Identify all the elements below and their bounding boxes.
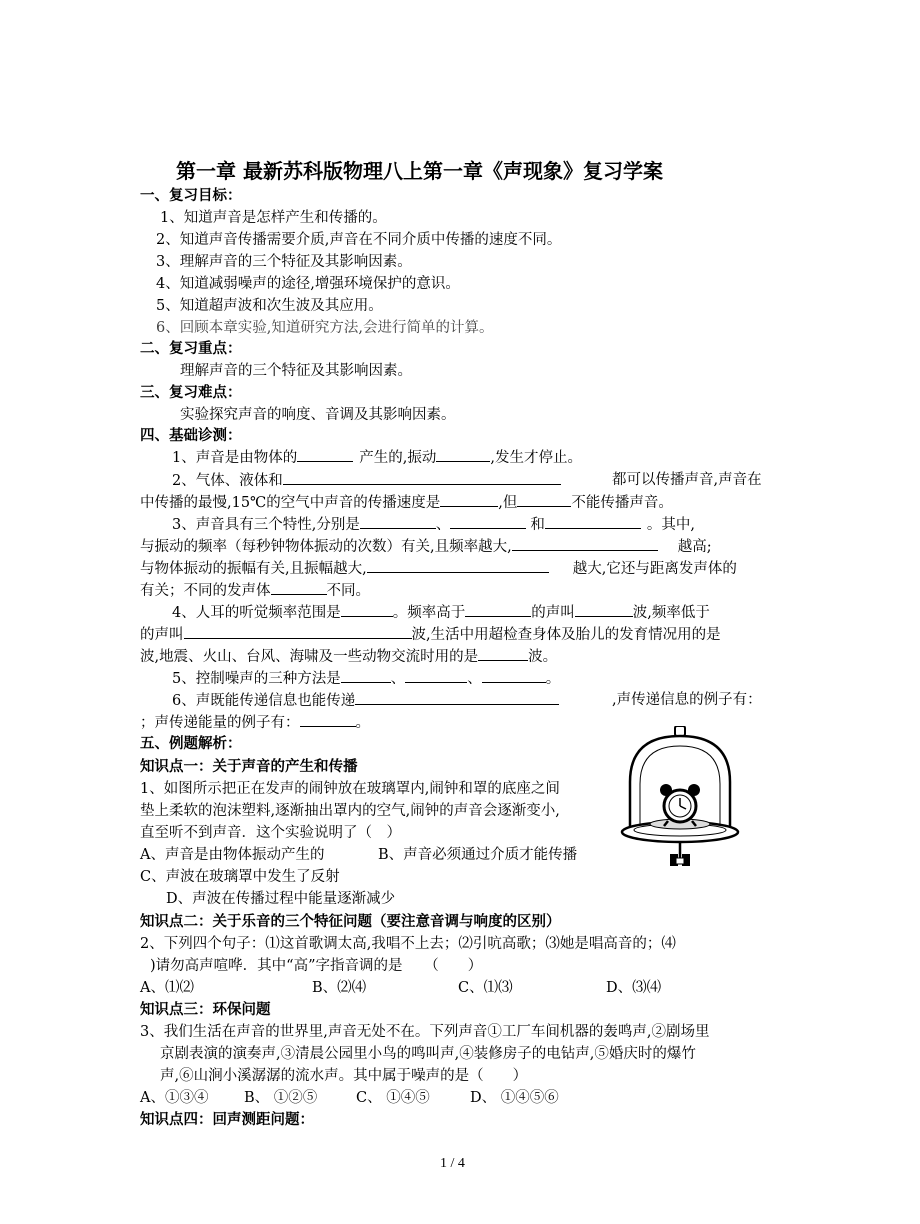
question-6-cont: ；声传递能量的例子有： 。 bbox=[140, 712, 370, 733]
objective-item: 5、知道超声波和次生波及其应用。 bbox=[156, 298, 383, 314]
example-1-line: 直至听不到声音．这个实验说明了（ ） bbox=[140, 825, 401, 841]
answer-blank[interactable] bbox=[360, 514, 436, 529]
example-3-option: D、 ①④⑤⑥ bbox=[470, 1090, 559, 1106]
page-number: 1 / 4 bbox=[440, 1156, 465, 1171]
section-5-heading: 五、例题解析： bbox=[140, 736, 242, 752]
question-3: 3、声音具有三个特性,分别是 、 和 。其中, bbox=[172, 514, 695, 535]
option-b: B、声音必须通过介质才能传播 bbox=[378, 847, 578, 863]
answer-blank[interactable] bbox=[341, 602, 393, 617]
answer-blank[interactable] bbox=[482, 668, 546, 683]
example-3-option: C、 ①④⑤ bbox=[356, 1090, 430, 1106]
example-3-option: B、 ①②⑤ bbox=[244, 1090, 318, 1106]
example-3-line: 京剧表演的演奏声,③清晨公园里小鸟的鸣叫声,④装修房子的电钻声,⑤婚庆时的爆竹 bbox=[160, 1046, 696, 1062]
knowledge-point-2-title: 知识点二：关于乐音的三个特征问题（要注意音调与响度的区别） bbox=[140, 914, 561, 930]
example-3-line: 声,⑥山涧小溪潺潺的流水声。其中属于噪声的是（ ） bbox=[160, 1068, 528, 1084]
example-2-line: 2、下列四个句子：⑴这首歌调太高,我唱不上去；⑵引吭高歌；⑶她是唱高音的；⑷ bbox=[140, 936, 676, 952]
objective-item: 2、知道声音传播需要介质,声音在不同介质中传播的速度不同。 bbox=[156, 232, 562, 248]
section-4-heading: 四、基础诊测： bbox=[140, 428, 242, 444]
answer-blank[interactable] bbox=[575, 602, 633, 617]
question-2: 2、气体、液体和 bbox=[172, 470, 561, 491]
answer-blank[interactable] bbox=[545, 514, 641, 529]
example-2-line: )请勿高声喧哗．其中“高”字指音调的是 （ ） bbox=[150, 958, 483, 974]
objective-item: 4、知道减弱噪声的途径,增强环境保护的意识。 bbox=[156, 276, 460, 292]
question-3-cont: 与物体振动的振幅有关,且振幅越大, 越大,它还与距离发声体的 bbox=[140, 558, 737, 579]
answer-blank[interactable] bbox=[440, 492, 498, 507]
knowledge-point-4-title: 知识点四：回声测距问题： bbox=[140, 1112, 314, 1128]
example-2-option: D、⑶⑷ bbox=[606, 980, 662, 996]
objective-item: 3、理解声音的三个特征及其影响因素。 bbox=[156, 254, 412, 270]
answer-blank[interactable] bbox=[436, 447, 490, 462]
question-3-cont: 与振动的频率（每秒钟物体振动的次数）有关,且频率越大, 越高; bbox=[140, 536, 712, 557]
question-4: 4、人耳的听觉频率范围是 。频率高于 的声叫 波,频率低于 bbox=[172, 602, 710, 623]
question-6-text: ,声传递信息的例子有： bbox=[612, 692, 762, 708]
answer-blank[interactable] bbox=[300, 712, 356, 727]
question-5: 5、控制噪声的三种方法是 、 、 。 bbox=[172, 668, 560, 689]
answer-blank[interactable] bbox=[517, 492, 571, 507]
question-1: 1、声音是由物体的 产生的,振动 ,发生才停止。 bbox=[172, 447, 582, 468]
answer-blank[interactable] bbox=[405, 668, 467, 683]
section-3-heading: 三、复习难点： bbox=[140, 385, 242, 401]
knowledge-point-1-title: 知识点一：关于声音的产生和传播 bbox=[140, 759, 358, 775]
objective-item: 1、知道声音是怎样产生和传播的。 bbox=[160, 210, 387, 226]
question-4-cont: 的声叫 波,生活中用超检查身体及胎儿的发育情况用的是 bbox=[140, 624, 721, 645]
page-title: 第一章 最新苏科版物理八上第一章《声现象》复习学案 bbox=[176, 159, 663, 183]
answer-blank[interactable] bbox=[341, 668, 391, 683]
answer-blank[interactable] bbox=[184, 624, 412, 639]
question-3-cont: 有关；不同的发声体 不同。 bbox=[140, 580, 370, 601]
example-2-option: A、⑴⑵ bbox=[140, 980, 194, 996]
option-d: D、声波在传播过程中能量逐渐减少 bbox=[166, 891, 396, 907]
bell-jar-alarm-clock-illustration bbox=[618, 726, 742, 874]
question-4-cont: 波,地震、火山、台风、海啸及一些动物交流时用的是 波。 bbox=[140, 646, 557, 667]
knowledge-point-3-title: 知识点三：环保问题 bbox=[140, 1002, 271, 1018]
answer-blank[interactable] bbox=[512, 536, 658, 551]
example-1-line: 垫上柔软的泡沫塑料,逐渐抽出罩内的空气,闹钟的声音会逐渐变小, bbox=[140, 803, 560, 819]
question-2-text: 都可以传播声音,声音在 bbox=[612, 472, 762, 488]
example-2-option: B、⑵⑷ bbox=[312, 980, 367, 996]
key-point-text: 理解声音的三个特征及其影响因素。 bbox=[180, 363, 412, 379]
example-1-line: 1、如图所示把正在发声的闹钟放在玻璃罩内,闹钟和罩的底座之间 bbox=[140, 781, 560, 797]
option-a: A、声音是由物体振动产生的 bbox=[140, 847, 325, 863]
difficulty-text: 实验探究声音的响度、音调及其影响因素。 bbox=[180, 407, 456, 423]
objective-item: 6、回顾本章实验,知道研究方法,会进行简单的计算。 bbox=[156, 320, 494, 336]
example-3-option: A、①③④ bbox=[140, 1090, 209, 1106]
answer-blank[interactable] bbox=[297, 447, 353, 462]
answer-blank[interactable] bbox=[367, 558, 549, 573]
answer-blank[interactable] bbox=[465, 602, 531, 617]
example-3-line: 3、我们生活在声音的世界里,声音无处不在。下列声音①工厂车间机器的轰鸣声,②剧场里 bbox=[140, 1024, 710, 1040]
answer-blank[interactable] bbox=[355, 690, 559, 705]
answer-blank[interactable] bbox=[450, 514, 526, 529]
option-c: C、声波在玻璃罩中发生了反射 bbox=[140, 869, 340, 885]
answer-blank[interactable] bbox=[478, 646, 528, 661]
question-6: 6、声既能传递信息也能传递 bbox=[172, 690, 559, 711]
answer-blank[interactable] bbox=[271, 580, 327, 595]
section-1-heading: 一、复习目标： bbox=[140, 188, 242, 204]
answer-blank[interactable] bbox=[283, 470, 561, 485]
example-2-option: C、⑴⑶ bbox=[458, 980, 513, 996]
question-2-cont: 中传播的最慢,15℃的空气中声音的传播速度是 ,但 不能传播声音。 bbox=[140, 492, 673, 513]
section-2-heading: 二、复习重点： bbox=[140, 341, 242, 357]
